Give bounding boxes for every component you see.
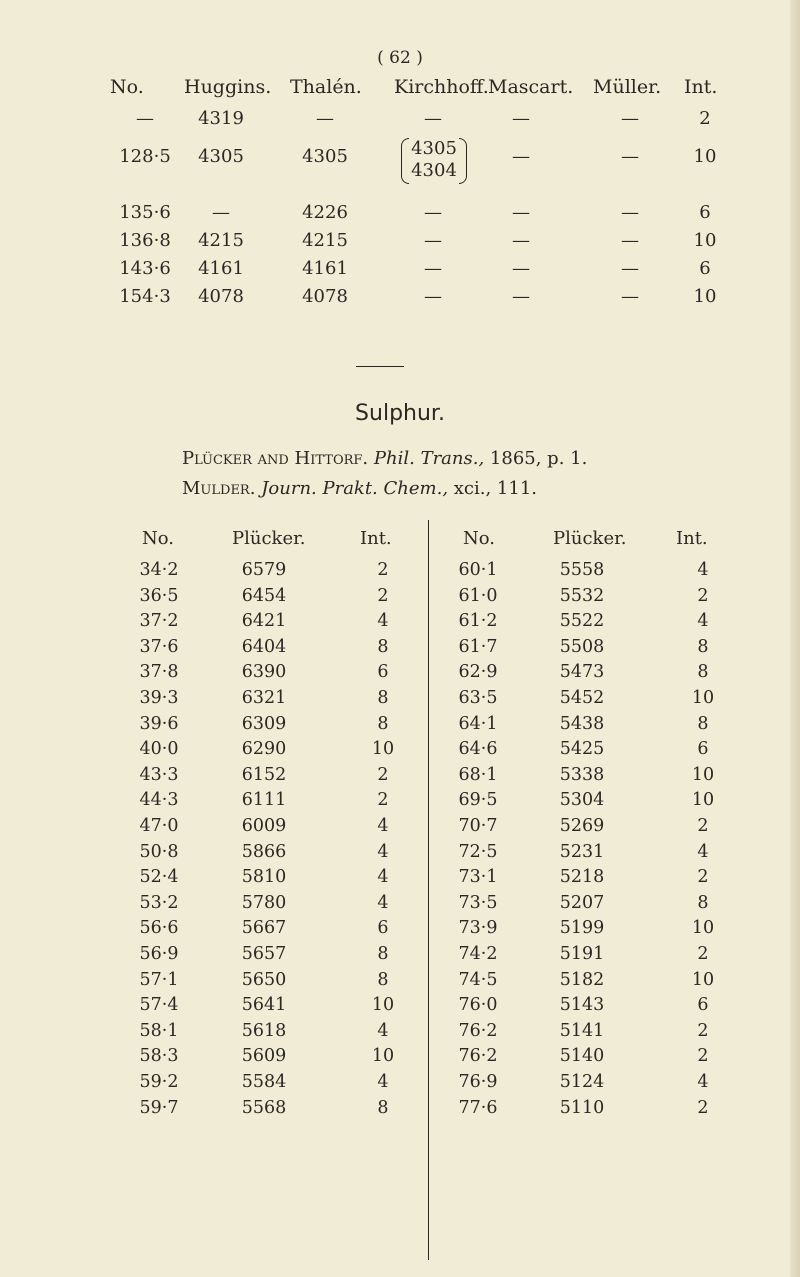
cell-int-right: 4	[697, 560, 709, 580]
cell-int-left: 8	[377, 713, 389, 734]
cell-int: 6	[699, 258, 711, 279]
cell-muller: —	[621, 286, 639, 307]
table-row	[0, 867, 800, 892]
cell-plucker-right: 5218	[559, 867, 605, 888]
reference-line-1	[182, 448, 587, 469]
kirchhoff-lower-value: 4304	[411, 160, 457, 181]
cell-int-left: 2	[377, 790, 389, 811]
cell-no-right: 62·9	[458, 662, 498, 683]
cell-int-right: 4	[697, 611, 709, 632]
cell-thalen: 4215	[302, 230, 348, 251]
cell-plucker-right: 5532	[559, 585, 605, 606]
cell-no: 143·6	[119, 258, 171, 279]
cell-muller: —	[621, 230, 639, 251]
cell-int-right: 8	[697, 713, 709, 734]
cell-plucker-left: 5584	[241, 1072, 287, 1092]
cell-plucker-right: 5182	[559, 969, 605, 990]
cell-int-left: 8	[377, 969, 389, 990]
cell-int-left: 4	[377, 867, 389, 888]
cell-no-right: 61·0	[458, 585, 498, 606]
header-no-left: No.	[142, 528, 174, 549]
cell-no-right: 64·6	[458, 739, 498, 760]
left-brace	[401, 138, 409, 184]
cell-no-right: 76·0	[458, 995, 498, 1016]
table-row	[0, 842, 800, 867]
cell-plucker-right: 5425	[559, 739, 605, 760]
cell-int-left: 4	[377, 611, 389, 632]
cell-int-left: 4	[377, 816, 389, 836]
header-int-right: Int.	[676, 528, 708, 549]
cell-plucker-right: 5140	[559, 1046, 605, 1067]
cell-plucker-right: 5452	[559, 688, 605, 708]
cell-int-left: 10	[371, 739, 395, 760]
cell-no-left: 58·3	[139, 1046, 179, 1067]
cell-int-right: 10	[691, 764, 715, 785]
cell-muller: —	[621, 258, 639, 279]
cell-int-left: 4	[377, 841, 389, 862]
cell-no-left: 43·3	[139, 764, 179, 785]
cell-plucker-right: 5191	[559, 944, 605, 964]
cell-int: 10	[693, 286, 717, 307]
cell-no-right: 72·5	[458, 841, 498, 862]
kirchhoff-upper-value: 4305	[411, 138, 457, 159]
cell-plucker-left: 5667	[241, 918, 287, 939]
cell-no-left: 47·0	[139, 816, 179, 836]
table-row	[0, 893, 800, 918]
table-row	[0, 995, 800, 1020]
cell-int-right: 6	[697, 995, 709, 1016]
table-row	[0, 688, 800, 713]
cell-no-left: 40·0	[139, 739, 179, 760]
cell-int-left: 6	[377, 918, 389, 939]
cell-plucker-right: 5522	[559, 611, 605, 632]
reference-authors: Plücker and Hittorf.	[182, 448, 369, 469]
cell-plucker-left: 5568	[241, 1097, 287, 1118]
cell-plucker-right: 5231	[559, 841, 605, 862]
section-divider	[356, 366, 404, 367]
cell-int-right: 6	[697, 739, 709, 760]
table-row	[0, 944, 800, 969]
cell-int-left: 2	[377, 764, 389, 785]
cell-thalen: 4226	[302, 202, 348, 223]
cell-int-right: 10	[691, 918, 715, 939]
cell-int-right: 2	[697, 1097, 709, 1118]
cell-plucker-left: 5657	[241, 944, 287, 964]
cell-plucker-left: 6321	[241, 688, 287, 708]
reference-journal: Phil. Trans.,	[373, 448, 485, 469]
cell-huggins: —	[212, 202, 230, 223]
cell-int-right: 2	[697, 944, 709, 964]
cell-plucker-left: 5650	[241, 969, 287, 990]
header-plucker-left: Plücker.	[232, 528, 306, 549]
cell-plucker-right: 5558	[559, 560, 605, 580]
cell-mascart: —	[512, 230, 530, 251]
cell-mascart: —	[512, 286, 530, 307]
cell-int-left: 8	[377, 688, 389, 708]
cell-no-right: 60·1	[458, 560, 498, 580]
cell-plucker-left: 5618	[241, 1020, 287, 1041]
cell-plucker-right: 5304	[559, 790, 605, 811]
cell-plucker-left: 6111	[241, 790, 287, 811]
cell-no-right: 63·5	[458, 688, 498, 708]
cell-no: 136·8	[119, 230, 171, 251]
cell-muller: —	[621, 146, 639, 167]
cell-plucker-right: 5438	[559, 713, 605, 734]
cell-mascart: —	[512, 258, 530, 279]
header-no-right: No.	[463, 528, 495, 549]
cell-no-left: 59·2	[139, 1072, 179, 1092]
table-row	[0, 586, 800, 611]
reference-details: 1865, p. 1.	[489, 448, 588, 469]
cell-int-left: 2	[377, 585, 389, 606]
section-title: Sulphur.	[355, 401, 445, 426]
cell-plucker-left: 6290	[241, 739, 287, 760]
cell-int-right: 4	[697, 1072, 709, 1092]
cell-int-left: 6	[377, 662, 389, 683]
cell-int: 6	[699, 202, 711, 223]
cell-plucker-right: 5110	[559, 1097, 605, 1118]
cell-plucker-left: 6421	[241, 611, 287, 632]
cell-no-left: 59·7	[139, 1097, 179, 1118]
cell-thalen: —	[316, 108, 334, 129]
reference-authors: Mulder.	[182, 478, 256, 499]
cell-plucker-left: 5609	[241, 1046, 287, 1067]
cell-kirchhoff: —	[424, 258, 442, 279]
table-row	[0, 790, 800, 815]
cell-int-left: 8	[377, 944, 389, 964]
bracketed-values	[401, 138, 467, 182]
reference-journal: Journ. Prakt. Chem.,	[261, 478, 449, 499]
cell-no-left: 34·2	[139, 560, 179, 580]
cell-int-right: 8	[697, 892, 709, 913]
cell-no-left: 39·3	[139, 688, 179, 708]
cell-huggins: 4305	[198, 146, 244, 167]
cell-int-right: 2	[697, 1046, 709, 1067]
header-plucker-right: Plücker.	[553, 528, 627, 549]
cell-int-right: 10	[691, 790, 715, 811]
cell-plucker-left: 6309	[241, 713, 287, 734]
cell-int-right: 2	[697, 816, 709, 836]
cell-no-right: 73·1	[458, 867, 498, 888]
cell-plucker-left: 5641	[241, 995, 287, 1016]
cell-no-left: 58·1	[139, 1020, 179, 1041]
table-row	[0, 918, 800, 943]
cell-no-left: 53·2	[139, 892, 179, 913]
cell-int-left: 8	[377, 636, 389, 657]
cell-no-right: 76·9	[458, 1072, 498, 1092]
cell-mascart: —	[512, 146, 530, 167]
cell-kirchhoff: —	[424, 108, 442, 129]
cell-no-right: 61·2	[458, 611, 498, 632]
cell-int-left: 2	[377, 560, 389, 580]
cell-plucker-left: 5810	[241, 867, 287, 888]
cell-int-left: 4	[377, 1072, 389, 1092]
table-row	[0, 611, 800, 636]
reference-details: xci., 111.	[453, 478, 538, 499]
cell-int-right: 8	[697, 662, 709, 683]
cell-plucker-left: 6152	[241, 764, 287, 785]
cell-no: 128·5	[119, 146, 171, 167]
cell-no-left: 56·9	[139, 944, 179, 964]
cell-thalen: 4161	[302, 258, 348, 279]
cell-no-right: 74·5	[458, 969, 498, 990]
page-number: ( 62 )	[377, 48, 423, 68]
cell-plucker-right: 5124	[559, 1072, 605, 1092]
cell-muller: —	[621, 108, 639, 129]
cell-plucker-right: 5269	[559, 816, 605, 836]
cell-int-right: 8	[697, 636, 709, 657]
cell-int-right: 2	[697, 585, 709, 606]
cell-int-left: 10	[371, 1046, 395, 1067]
header-mascart: Mascart.	[488, 76, 574, 98]
cell-plucker-left: 5866	[241, 841, 287, 862]
header-huggins: Huggins.	[184, 76, 272, 98]
cell-muller: —	[621, 202, 639, 223]
cell-no-right: 68·1	[458, 764, 498, 785]
cell-no-right: 61·7	[458, 636, 498, 657]
cell-plucker-right: 5473	[559, 662, 605, 683]
right-brace	[459, 138, 467, 184]
cell-no-left: 50·8	[139, 841, 179, 862]
table-row	[0, 714, 800, 739]
table-row	[0, 637, 800, 662]
cell-no-left: 39·6	[139, 713, 179, 734]
table-row	[0, 739, 800, 764]
cell-mascart: —	[512, 202, 530, 223]
cell-int-right: 4	[697, 841, 709, 862]
table-row	[0, 1098, 800, 1123]
cell-plucker-right: 5207	[559, 892, 605, 913]
cell-no-left: 52·4	[139, 867, 179, 888]
cell-no-left: 56·6	[139, 918, 179, 939]
table-row	[0, 560, 800, 585]
cell-plucker-left: 5780	[241, 892, 287, 913]
cell-plucker-left: 6009	[241, 816, 287, 836]
cell-kirchhoff: —	[424, 286, 442, 307]
cell-plucker-right: 5199	[559, 918, 605, 939]
cell-int-right: 10	[691, 969, 715, 990]
header-kirchhoff: Kirchhoff.	[394, 76, 489, 98]
cell-int-right: 2	[697, 867, 709, 888]
table-row	[0, 1046, 800, 1071]
cell-plucker-left: 6454	[241, 585, 287, 606]
cell-no-right: 70·7	[458, 816, 498, 836]
header-int-left: Int.	[360, 528, 392, 549]
cell-mascart: —	[512, 108, 530, 129]
cell-no: —	[136, 108, 154, 129]
cell-no-right: 74·2	[458, 944, 498, 964]
cell-int: 10	[693, 146, 717, 167]
cell-no-right: 69·5	[458, 790, 498, 811]
header-no: No.	[110, 76, 144, 98]
table-row	[0, 1021, 800, 1046]
header-muller: Müller.	[593, 76, 662, 98]
cell-no-right: 64·1	[458, 713, 498, 734]
cell-int-left: 10	[371, 995, 395, 1016]
cell-thalen: 4305	[302, 146, 348, 167]
cell-int-left: 4	[377, 892, 389, 913]
cell-plucker-left: 6390	[241, 662, 287, 683]
reference-line-2	[182, 478, 537, 499]
cell-kirchhoff: —	[424, 202, 442, 223]
cell-huggins: 4319	[198, 108, 244, 129]
cell-no: 154·3	[119, 286, 171, 307]
cell-huggins: 4161	[198, 258, 244, 279]
cell-no-left: 57·1	[139, 969, 179, 990]
cell-int-right: 2	[697, 1020, 709, 1041]
cell-no-right: 73·5	[458, 892, 498, 913]
table-row	[0, 1072, 800, 1097]
cell-no-left: 57·4	[139, 995, 179, 1016]
cell-no-left: 36·5	[139, 585, 179, 606]
cell-int-right: 10	[691, 688, 715, 708]
cell-plucker-right: 5141	[559, 1020, 605, 1041]
cell-no-right: 77·6	[458, 1097, 498, 1118]
cell-plucker-left: 6579	[241, 560, 287, 580]
cell-thalen: 4078	[302, 286, 348, 307]
cell-no-left: 37·8	[139, 662, 179, 683]
table-row	[0, 662, 800, 687]
header-thalen: Thalén.	[290, 76, 362, 98]
cell-plucker-left: 6404	[241, 636, 287, 657]
table-row	[0, 765, 800, 790]
cell-plucker-right: 5508	[559, 636, 605, 657]
cell-no-right: 73·9	[458, 918, 498, 939]
cell-int: 2	[699, 108, 711, 129]
cell-plucker-right: 5143	[559, 995, 605, 1016]
cell-no: 135·6	[119, 202, 171, 223]
table-row	[0, 816, 800, 841]
header-int: Int.	[684, 76, 718, 98]
cell-kirchhoff: —	[424, 230, 442, 251]
cell-no-right: 76·2	[458, 1020, 498, 1041]
cell-no-right: 76·2	[458, 1046, 498, 1067]
cell-huggins: 4078	[198, 286, 244, 307]
cell-no-left: 44·3	[139, 790, 179, 811]
cell-no-left: 37·2	[139, 611, 179, 632]
cell-huggins: 4215	[198, 230, 244, 251]
cell-int-left: 4	[377, 1020, 389, 1041]
table-row	[0, 970, 800, 995]
cell-int-left: 8	[377, 1097, 389, 1118]
cell-no-left: 37·6	[139, 636, 179, 657]
cell-int: 10	[693, 230, 717, 251]
cell-plucker-right: 5338	[559, 764, 605, 785]
